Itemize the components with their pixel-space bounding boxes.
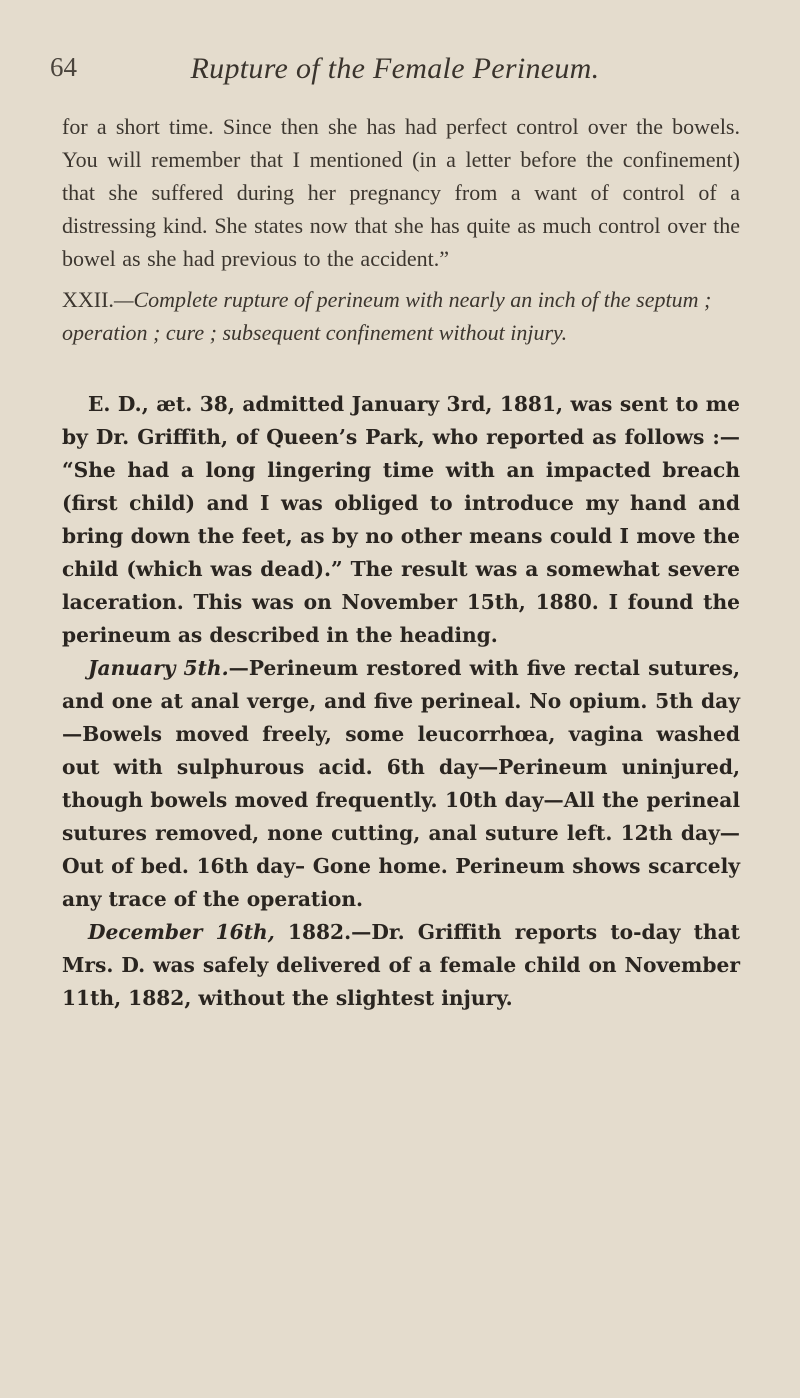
case-title: —Complete rupture of perineum with nearly an inch of the septum ; operation ; cure ; subsequent confinement without injury. (62, 287, 712, 345)
running-head (50, 52, 740, 102)
case-number: XXII. (62, 287, 114, 312)
operation-notes: —Perineum restored with five rectal sutures, and one at anal verge, and five perineal. No opium. 5th day—Bowels moved freely, some leucorrhœa, vagina washed out with sulphurous acid. 6th day—Perineum uninjured, though bowels moved frequently. 10th day—All the perineal sutures removed, none cutting, anal suture left. 12th day—Out of bed. 16th day– Gone home. Perineum shows scarcely any trace of the operation. (62, 656, 740, 911)
case-paragraph-operation (62, 652, 740, 916)
followup-notes: 1882.—Dr. Griffith reports to-day that Mrs. D. was safely delivered of a female child on November 11th, 1882, without the slightest injury. (62, 920, 740, 1010)
case-heading (62, 283, 740, 349)
operation-date: January 5th. (88, 656, 229, 680)
followup-date: December 16th, (88, 920, 275, 944)
case-paragraph-history: E. D., æt. 38, admitted January 3rd, 1881, was sent to me by Dr. Griffith, of Queen’s Park, who reported as follows :— “She had a long lingering time with an impacted breach (first child) and I was obliged to introduce my hand and bring down the feet, as by no other means could I move the child (which was dead).” The result was a somewhat severe laceration. This was on November 15th, 1880. I found the perineum as described in the heading. (62, 392, 740, 647)
case-body (62, 388, 740, 1015)
quote-continuation-paragraph: for a short time. Since then she has had perfect control over the bowels. You will remember that I mentioned (in a letter before the confinement) that she suffered during her pregnancy from a want of control of a distressing kind. She states now that she has quite as much control over the bowel as she had previous to the accident.” (62, 114, 740, 271)
case-paragraph-followup (62, 916, 740, 1015)
page-number: 64 (50, 52, 77, 82)
running-title: Rupture of the Female Perineum. (190, 52, 600, 85)
